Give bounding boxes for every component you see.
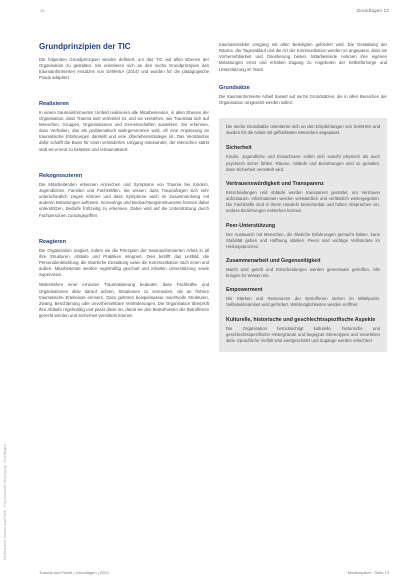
section-text: Die traumainformierte Arbeit basiert auf sechs Grundsätzen, die in allen Bereichen der Organisation umgesetzt werden sollen: [219, 93, 387, 105]
footer-right: Medienpaket · Seite 13 [347, 570, 389, 575]
principle-text: Entscheidungen und Abläufe werden transparent gestaltet, um Vertrauen aufzubauen. Informationen werden verständlich und verlässlich weitergegeben. Die Fachkräfte sind in ihrem Handeln berechenbar und halten Absprachen ein, sodass Beziehungen entstehen können. [226, 189, 380, 214]
section-heading: Rekognoszieren [39, 172, 83, 179]
principle-item [226, 145, 380, 172]
continued-paragraph: traumasensibler Umgang mit allen Beteiligten gefördert wird. Die Gestaltung der Räume, der Tagesablauf und die Art der Kommunikation werden so angepasst, dass sie Vorhersehbarkeit und Orientierung bieten. Mitarbeitende nehmen ihre eigenen Belastungen ernst und erhalten Zugang zu Angeboten der Selbstfürsorge und Unterstützung im Team. [219, 42, 387, 72]
section-text: Widerstehen einer erneuten Traumatisierung bedeutet, dass Fachkräfte und Organisationen aktiv darauf achten, Situationen zu vermeiden, die an frühere traumatische Erlebnisse erinnern. Dazu gehören beispielsweise machtvolle Strukturen, Zwang, Beschämung oder unvorhersehbare Veränderungen. Die Organisation überprüft ihre Abläufe regelmäßig und passt diese an, damit sie den Bedürfnissen der Betroffenen gerecht werden und Sicherheit vermitteln können. [39, 282, 209, 319]
section-text: Die Organisation reagiert, indem sie die Prinzipien der traumainformierten Arbeit in all ihre Strukturen, Abläufe und Praktiken integriert. Dies betrifft das Leitbild, die Personalentwicklung, die räumliche Gestaltung sowie die Kommunikation nach innen und außen. Mitarbeitende werden regelmäßig geschult und erhalten Unterstützung sowie Supervision. [39, 247, 209, 278]
left-column [39, 42, 209, 319]
principle-item [226, 317, 380, 344]
principle-title: Peer-Unterstützung [226, 222, 276, 229]
page-number: 28 [40, 8, 45, 13]
principle-item [226, 181, 380, 215]
running-head: Grundlagen 13 [356, 8, 389, 13]
right-column [219, 42, 387, 352]
principle-title: Sicherheit [226, 145, 252, 152]
principle-text: Kinder, Jugendliche und Erwachsene sollen sich sowohl physisch als auch psychisch sicher fühlen. Räume, Abläufe und Beziehungen sind so gestaltet, dass Sicherheit vermittelt wird. [226, 154, 380, 172]
footer-left: Trauma und Flucht | Grundlagen | 2024 [39, 570, 109, 575]
section-heading: Realisieren [39, 100, 69, 107]
principle-title: Vertrauenswürdigkeit und Transparenz [226, 180, 324, 187]
section-heading: Grundsätze [219, 84, 250, 91]
page-title: Grundprinzipien der TIC [39, 42, 131, 51]
section-text: Die Mitarbeitenden erkennen Anzeichen und Symptome von Trauma bei Kindern, Jugendlichen, Familien und Fachkräften. Sie wissen, dass Traumafolgen sich sehr unterschiedlich zeigen können und dass Symptome auch im Zusammenhang mit anderen Belastungen auftreten. Screenings und Beobachtungsinstrumente können dabei unterstützen, Bedarfe frühzeitig zu erkennen. Dabei wird auf die Unterstützung durch Fachpersonen zurückgegriffen. [39, 181, 209, 218]
principle-item [226, 287, 380, 308]
principle-title: Empowerment [226, 287, 263, 294]
principles-box [219, 118, 387, 352]
section-realisieren [39, 101, 209, 153]
section-text: In einem traumainformierten Umfeld realisieren alle Mitarbeitenden, in allen Ebenen der Organisation, dass Trauma weit verbreitet ist, und sie verstehen, wie Traumata sich auf Menschen, Gruppen, Organisationen und Gemeinschaften auswirken. Sie erkennen, dass Verhalten, das als problematisch wahrgenommen wird, oft eine Anpassung an traumatische Erfahrungen darstellt und eine Überlebensstrategie ist. Das Verständnis dafür schafft die Basis für einen veränderten Umgang miteinander, der Menschen stärkt statt sie erneut zu belasten und retraumatisiert. [39, 109, 209, 152]
principle-text: Der Austausch mit Menschen, die ähnliche Erfahrungen gemacht haben, kann Stabilität geben und Hoffnung stärken. Peers sind wichtige Verbündete im Heilungsprozess. [226, 231, 380, 249]
principle-item [226, 258, 380, 279]
intro-paragraph: Die folgenden Grundprinzipien werden definiert, um das TIC auf allen Ebenen der Organisation zu gestalten. Sie orientieren sich an den sechs Grundprinzipien des traumainformierten Ansatzes von SAMHSA (2014) und wurden für die pädagogische Praxis adaptiert. [39, 57, 209, 81]
section-heading: Reagieren [39, 238, 67, 245]
margin-note: Medienpaket Trauma und Flucht · Psychosoziale Versorgung · Grundlagen [3, 444, 7, 560]
principle-item [226, 223, 380, 250]
principle-text: Die Stärken und Ressourcen der Betroffenen stehen im Mittelpunkt. Selbstwirksamkeit wird gefördert, Wahlmöglichkeiten werden eröffnet. [226, 296, 380, 308]
principle-title: Zusammenarbeit und Gegenseitigkeit [226, 257, 321, 264]
principle-title: Kulturelle, historische und geschlechtsspezifische Aspekte [226, 316, 376, 323]
section-rekognoszieren [39, 173, 209, 219]
section-reagieren [39, 239, 209, 320]
principle-text: Die Organisation berücksichtigt kulturelle, historische und geschlechtsspezifische Hintergründe und begegnet Stereotypen und Vorurteilen aktiv. Sprachliche Vielfalt wird wertgeschätzt und Zugänge werden erleichtert. [226, 325, 380, 343]
box-intro: Die sechs Grundsätze orientieren sich an den Empfehlungen von SAMHSA und wurden für die Arbeit mit geflüchteten Menschen angepasst. [226, 124, 380, 136]
principle-text: Macht wird geteilt und Entscheidungen werden gemeinsam getroffen. Alle bringen ihr Wissen ein. [226, 266, 380, 279]
